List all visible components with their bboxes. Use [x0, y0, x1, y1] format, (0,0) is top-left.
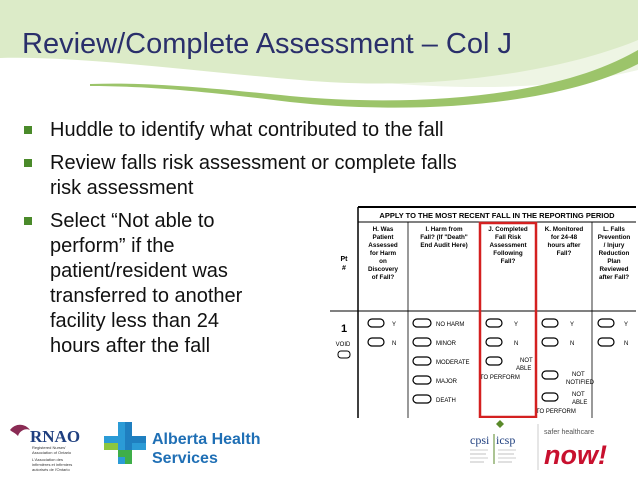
bullet-square-icon [24, 159, 32, 167]
svg-text:NOT: NOT [572, 392, 585, 398]
bullet-text-line: Review falls risk assessment or complete falls [50, 152, 457, 174]
svg-text:Y: Y [624, 322, 629, 328]
cpsi-icsp-logo [470, 420, 516, 464]
svg-text:NOT: NOT [572, 372, 585, 378]
svg-text:MAJOR: MAJOR [436, 379, 457, 385]
alberta-health-services-logo [104, 422, 260, 467]
svg-text:for 24-48: for 24-48 [550, 234, 578, 241]
svg-text:Patient: Patient [372, 234, 394, 241]
svg-text:Fall?: Fall? [556, 250, 572, 257]
pt-header: Pt [340, 256, 348, 263]
svg-text:H. Was: H. Was [372, 226, 394, 233]
bullet-text-line: Select “Not able to [50, 210, 215, 232]
footer-logos [0, 418, 638, 479]
column-i-header [420, 226, 468, 249]
bullet-text-line: patient/resident was [50, 260, 228, 282]
svg-text:J. Completed: J. Completed [488, 226, 528, 233]
svg-text:Services: Services [152, 450, 218, 467]
svg-text:Assessment: Assessment [489, 242, 527, 249]
svg-text:I. Harm from: I. Harm from [425, 226, 463, 233]
svg-text:after Fall?: after Fall? [598, 274, 630, 281]
safer-healthcare-now-logo [538, 424, 607, 470]
svg-text:K. Monitored: K. Monitored [544, 226, 584, 233]
svg-text:DEATH: DEATH [436, 398, 456, 404]
svg-text:Y: Y [570, 322, 575, 328]
svg-text:TO PERFORM: TO PERFORM [536, 409, 576, 415]
svg-text:TO PERFORM: TO PERFORM [480, 375, 520, 381]
svg-text:NO HARM: NO HARM [436, 322, 465, 328]
svg-text:Plan: Plan [607, 258, 621, 265]
svg-text:Reviewed: Reviewed [599, 266, 629, 273]
svg-text:MINOR: MINOR [436, 341, 456, 347]
svg-text:for Harm: for Harm [369, 250, 397, 257]
svg-text:MODERATE: MODERATE [436, 360, 470, 366]
svg-text:Fall Risk: Fall Risk [495, 234, 521, 241]
svg-text:ABLE: ABLE [516, 366, 532, 372]
svg-text:hours after: hours after [547, 242, 581, 249]
svg-text:RNAO: RNAO [30, 427, 81, 446]
svg-text:Association of Ontario: Association of Ontario [32, 450, 72, 455]
svg-text:NOT: NOT [520, 358, 533, 364]
svg-text:on: on [379, 258, 387, 265]
audit-form-image [330, 203, 636, 418]
svg-text:Reduction: Reduction [598, 250, 630, 257]
bullet-text: Huddle to identify what contributed to the fall [50, 119, 444, 141]
rnao-logo [10, 425, 80, 472]
svg-text:ABLE: ABLE [572, 400, 588, 406]
svg-text:Registered Nurses': Registered Nurses' [32, 445, 66, 450]
svg-text:L. Falls: L. Falls [603, 226, 625, 233]
bullet-text-line: hours after the fall [50, 335, 211, 357]
svg-text:N: N [514, 341, 519, 347]
pt-header: # [342, 265, 346, 272]
bullet-text-line: transferred to another [50, 285, 243, 307]
bullet-text-line: perform” if the [50, 235, 175, 257]
bullet-item [22, 118, 582, 143]
row-number: 1 [340, 323, 348, 335]
column-l-header [598, 226, 631, 281]
bullet-square-icon [24, 126, 32, 134]
svg-text:NOTIFIED: NOTIFIED [566, 380, 594, 386]
svg-text:now!: now! [544, 440, 607, 470]
svg-text:autorisés de l'Ontario: autorisés de l'Ontario [32, 467, 70, 472]
svg-text:Fall?: Fall? [500, 258, 516, 265]
svg-text:cpsi: cpsi [470, 433, 490, 447]
slide-title: Review/Complete Assessment – Col J [22, 28, 512, 60]
svg-text:N: N [570, 341, 575, 347]
form-banner: APPLY TO THE MOST RECENT FALL IN THE REPORTING PERIOD [379, 211, 615, 220]
svg-text:Assessed: Assessed [368, 242, 398, 249]
svg-text:Y: Y [392, 322, 397, 328]
row-void: VOID [335, 342, 351, 348]
bullet-item [22, 151, 582, 201]
svg-text:Discovery: Discovery [367, 266, 399, 273]
svg-text:N: N [624, 341, 629, 347]
svg-text:infirmières et infirmiers: infirmières et infirmiers [32, 462, 73, 467]
svg-text:Alberta Health: Alberta Health [152, 431, 261, 448]
svg-text:Fall? (If "Death": Fall? (If "Death" [420, 234, 468, 241]
bullet-square-icon [24, 217, 32, 225]
svg-text:Following: Following [493, 250, 523, 257]
svg-text:Y: Y [514, 322, 519, 328]
svg-text:safer healthcare: safer healthcare [544, 429, 595, 436]
bullet-text-line: facility less than 24 [50, 310, 219, 332]
bullet-text-line: risk assessment [50, 177, 194, 199]
svg-text:/ Injury: / Injury [603, 242, 625, 249]
bullet-item [22, 209, 320, 359]
svg-text:L'Association des: L'Association des [32, 457, 64, 462]
svg-text:Prevention: Prevention [597, 234, 631, 241]
svg-text:icsp: icsp [496, 433, 516, 447]
svg-text:of Fall?: of Fall? [371, 274, 395, 281]
svg-text:N: N [392, 341, 397, 347]
svg-text:End Audit Here): End Audit Here) [420, 242, 468, 249]
